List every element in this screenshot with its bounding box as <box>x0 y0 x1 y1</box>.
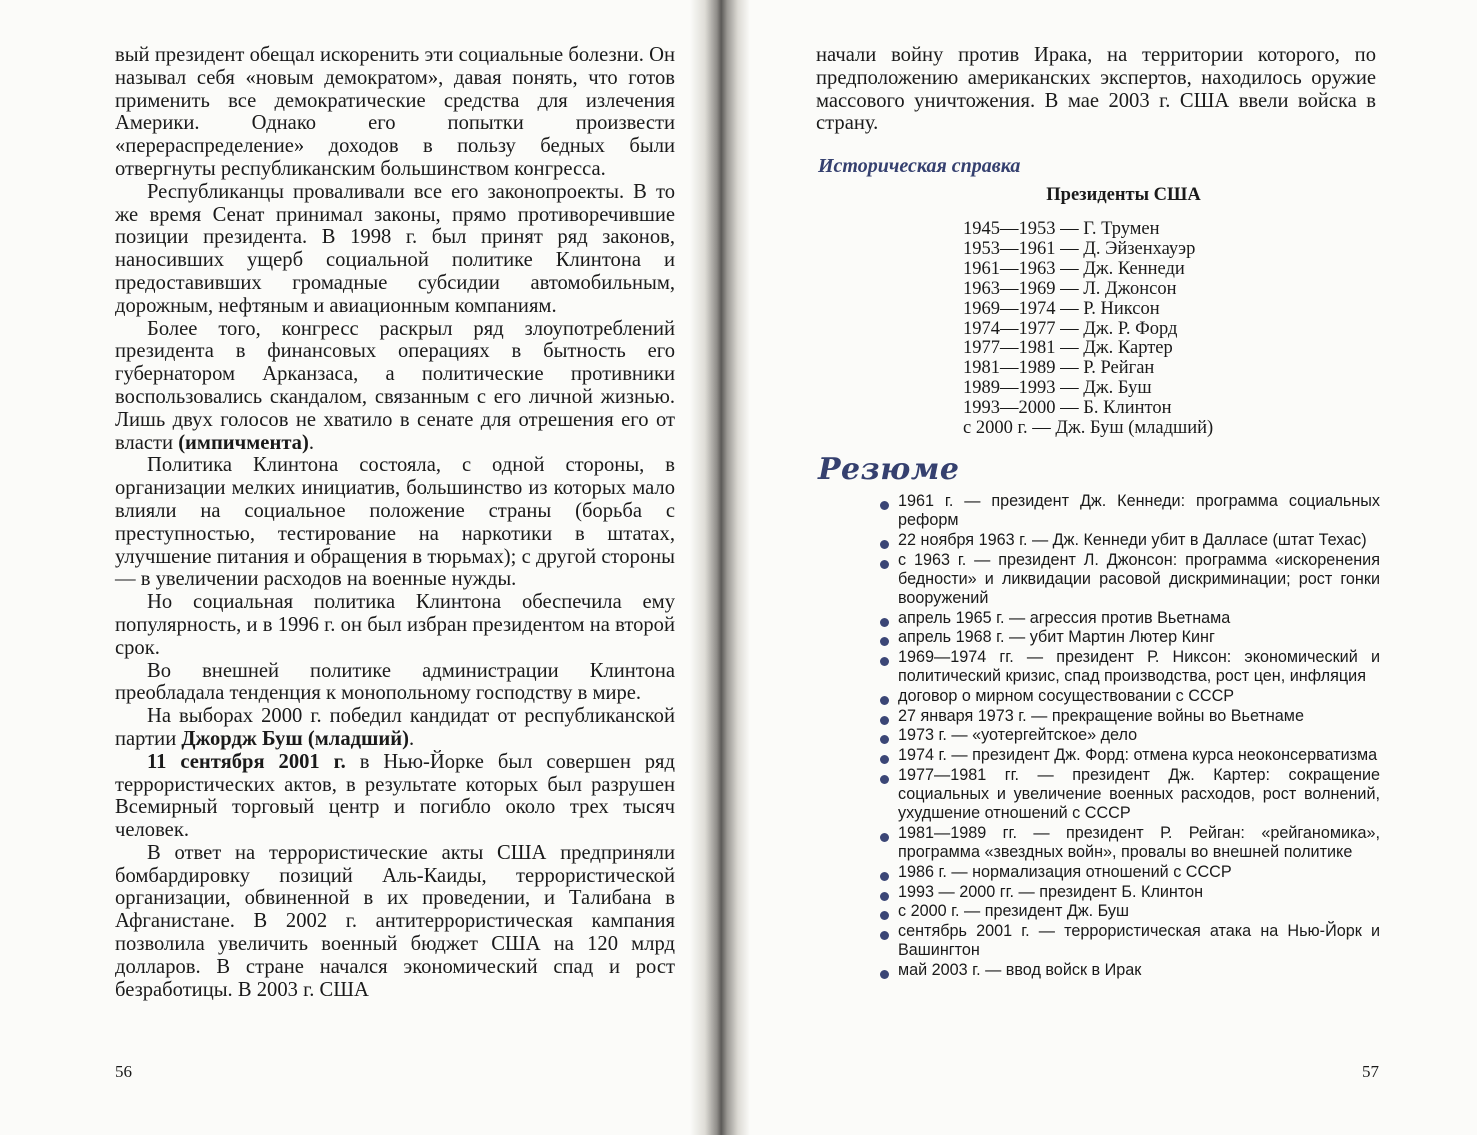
list-item: сентябрь 2001 г. — террористическая атака на Нью-Йорк и Вашингтон <box>880 922 1380 960</box>
list-item: 1969—1974 гг. — президент Р. Никсон: экономический и политический кризис, спад производства, рост цен, инфляция <box>880 648 1380 686</box>
bullet-icon <box>880 735 889 744</box>
presidents-list <box>963 220 1213 439</box>
list-item: 1977—1981 — Дж. Картер <box>963 338 1173 359</box>
paragraph: Республиканцы проваливали все его законопроекты. В то же время Сенат принимал законы, прямо противоречившие позиции президента. В 1998 г. был принят ряд законов, наносивших ущерб социальной политике Клинтона и предоставивших громадные субсидии автомобильным, дорожным, нефтяным и авиационным компаниям. <box>115 180 675 317</box>
bullet-icon <box>880 637 889 646</box>
presidents-title: Президенты США <box>1046 185 1201 205</box>
page-number-right: 57 <box>1362 1062 1379 1081</box>
paragraph: 11 сентября 2001 г. в Нью-Йорке был совершен ряд террористических актов, в результате которых был разрушен Всемирный торговый центр и погибло около трех тысяч человек. <box>115 750 675 842</box>
list-item: договор о мирном сосуществовании с СССР <box>880 687 1380 706</box>
list-item: 1993 — 2000 гг. — президент Б. Клинтон <box>880 883 1380 902</box>
bullet-icon <box>880 560 889 569</box>
bullet-icon <box>880 657 889 666</box>
paragraph: Но социальная политика Клинтона обеспечила ему популярность, и в 1996 г. он был избран президентом на второй срок. <box>115 591 675 659</box>
bullet-icon <box>880 833 889 842</box>
list-item: 1977—1981 гг. — президент Дж. Картер: сокращение социальных и увеличение военных расходов, рост волнений, ухудшение отношений с СССР <box>880 766 1380 824</box>
left-page <box>0 0 690 1135</box>
list-item: 1974 г. — президент Дж. Форд: отмена курса неоконсерватизма <box>880 746 1380 765</box>
bullet-icon <box>880 618 889 627</box>
right-page <box>750 0 1477 1135</box>
list-item: 1993—2000 — Б. Клинтон <box>963 398 1172 419</box>
paragraph: вый президент обещал искоренить эти социальные болезни. Он называл себя «новым демократом», давая понять, что готов применить все демократические средства для излечения Америки. Однако его попытки произвести «перераспределение» доходов в пользу бедных были отвергнуты республиканским большинством конгресса. <box>115 44 675 180</box>
paragraph: начали войну против Ирака, на территории которого, по предположению американских экспертов, находилось оружие массового уничтожения. В мае 2003 г. США ввели войска в страну. <box>816 44 1376 135</box>
list-item: апрель 1968 г. — убит Мартин Лютер Кинг <box>880 628 1380 647</box>
paragraph: Политика Клинтона состояла, с одной стороны, в организации мелких инициатив, большинство из которых мало влияли на социальное положение страны (борьба с преступностью, тестирование на наркотики в штатах, улучшение питания и обращения в тюрьмах); с другой стороны — в увеличении расходов на военные нужды. <box>115 454 675 591</box>
bold-term: (импичмента) <box>178 431 309 454</box>
bold-term: 11 сентября 2001 г. <box>147 750 346 773</box>
list-item: 1973 г. — «уотергейтское» дело <box>880 726 1380 745</box>
paragraph: Более того, конгресс раскрыл ряд злоупотреблений президента в финансовых операциях в бытность его губернатором Арканзаса, а политические противники воспользовались скандалом, связанным с его личной жизнью. Лишь двух голосов не хватило в сенате для отрешения его от власти (импичмента). <box>115 317 675 454</box>
list-item: 1986 г. — нормализация отношений с СССР <box>880 863 1380 882</box>
list-item: 1974—1977 — Дж. Р. Форд <box>963 318 1178 339</box>
list-item: 1989—1993 — Дж. Буш <box>963 378 1152 399</box>
list-item: 27 января 1973 г. — прекращение войны во Вьетнаме <box>880 707 1380 726</box>
list-item: 1945—1953 — Г. Трумен <box>963 219 1160 239</box>
list-item: 1981—1989 — Р. Рейган <box>963 358 1155 379</box>
right-page-body <box>816 44 1376 135</box>
left-page-body <box>115 44 675 1001</box>
bullet-icon <box>880 911 889 920</box>
list-item: с 2000 г. — Дж. Буш (младший) <box>963 418 1214 439</box>
paragraph: На выборах 2000 г. победил кандидат от республиканской партии Джордж Буш (младший). <box>115 705 675 750</box>
list-item: апрель 1965 г. — агрессия против Вьетнама <box>880 609 1380 628</box>
bullet-icon <box>880 501 889 510</box>
historical-note-heading: Историческая справка <box>818 155 1021 177</box>
paragraph: Во внешней политике администрации Клинтона преобладала тенденция к монопольному господству в мире. <box>115 659 675 705</box>
book-gutter <box>690 0 750 1135</box>
bullet-icon <box>880 696 889 705</box>
bullet-icon <box>880 716 889 725</box>
list-item: 1961 г. — президент Дж. Кеннеди: программа социальных реформ <box>880 492 1380 530</box>
list-item: 1981—1989 гг. — президент Р. Рейган: «рейганомика», программа «звездных войн», провалы во внешней политике <box>880 824 1380 862</box>
list-item: 1963—1969 — Л. Джонсон <box>963 278 1177 299</box>
list-item: май 2003 г. — ввод войск в Ирак <box>880 961 1380 980</box>
list-item: 1961—1963 — Дж. Кеннеди <box>963 258 1185 279</box>
resume-list <box>880 492 1380 981</box>
bullet-icon <box>880 931 889 940</box>
list-item: 1969—1974 — Р. Никсон <box>963 298 1160 319</box>
resume-heading: Резюме <box>818 452 960 487</box>
bold-term: Джордж Буш (младший) <box>181 727 410 750</box>
bullet-icon <box>880 755 889 764</box>
bullet-icon <box>880 540 889 549</box>
bullet-icon <box>880 775 889 784</box>
list-item: 1953—1961 — Д. Эйзенхауэр <box>963 238 1196 259</box>
bullet-icon <box>880 970 889 979</box>
list-item: 22 ноября 1963 г. — Дж. Кеннеди убит в Далласе (штат Техас) <box>880 531 1380 550</box>
page-number-left: 56 <box>115 1062 132 1081</box>
bullet-icon <box>880 872 889 881</box>
list-item: с 2000 г. — президент Дж. Буш <box>880 902 1380 921</box>
bullet-icon <box>880 892 889 901</box>
paragraph: В ответ на террористические акты США предприняли бомбардировку позиций Аль-Каиды, террористической организации, обвиненной в их проведении, и Талибана в Афганистане. В 2002 г. антитеррористическая кампания позволила увеличить военный бюджет США на 120 млрд долларов. В стране начался экономический спад и рост безработицы. В 2003 г. США <box>115 841 675 1001</box>
list-item: с 1963 г. — президент Л. Джонсон: программа «искоренения бедности» и ликвидации расовой дискриминации; рост гонки вооружений <box>880 551 1380 609</box>
